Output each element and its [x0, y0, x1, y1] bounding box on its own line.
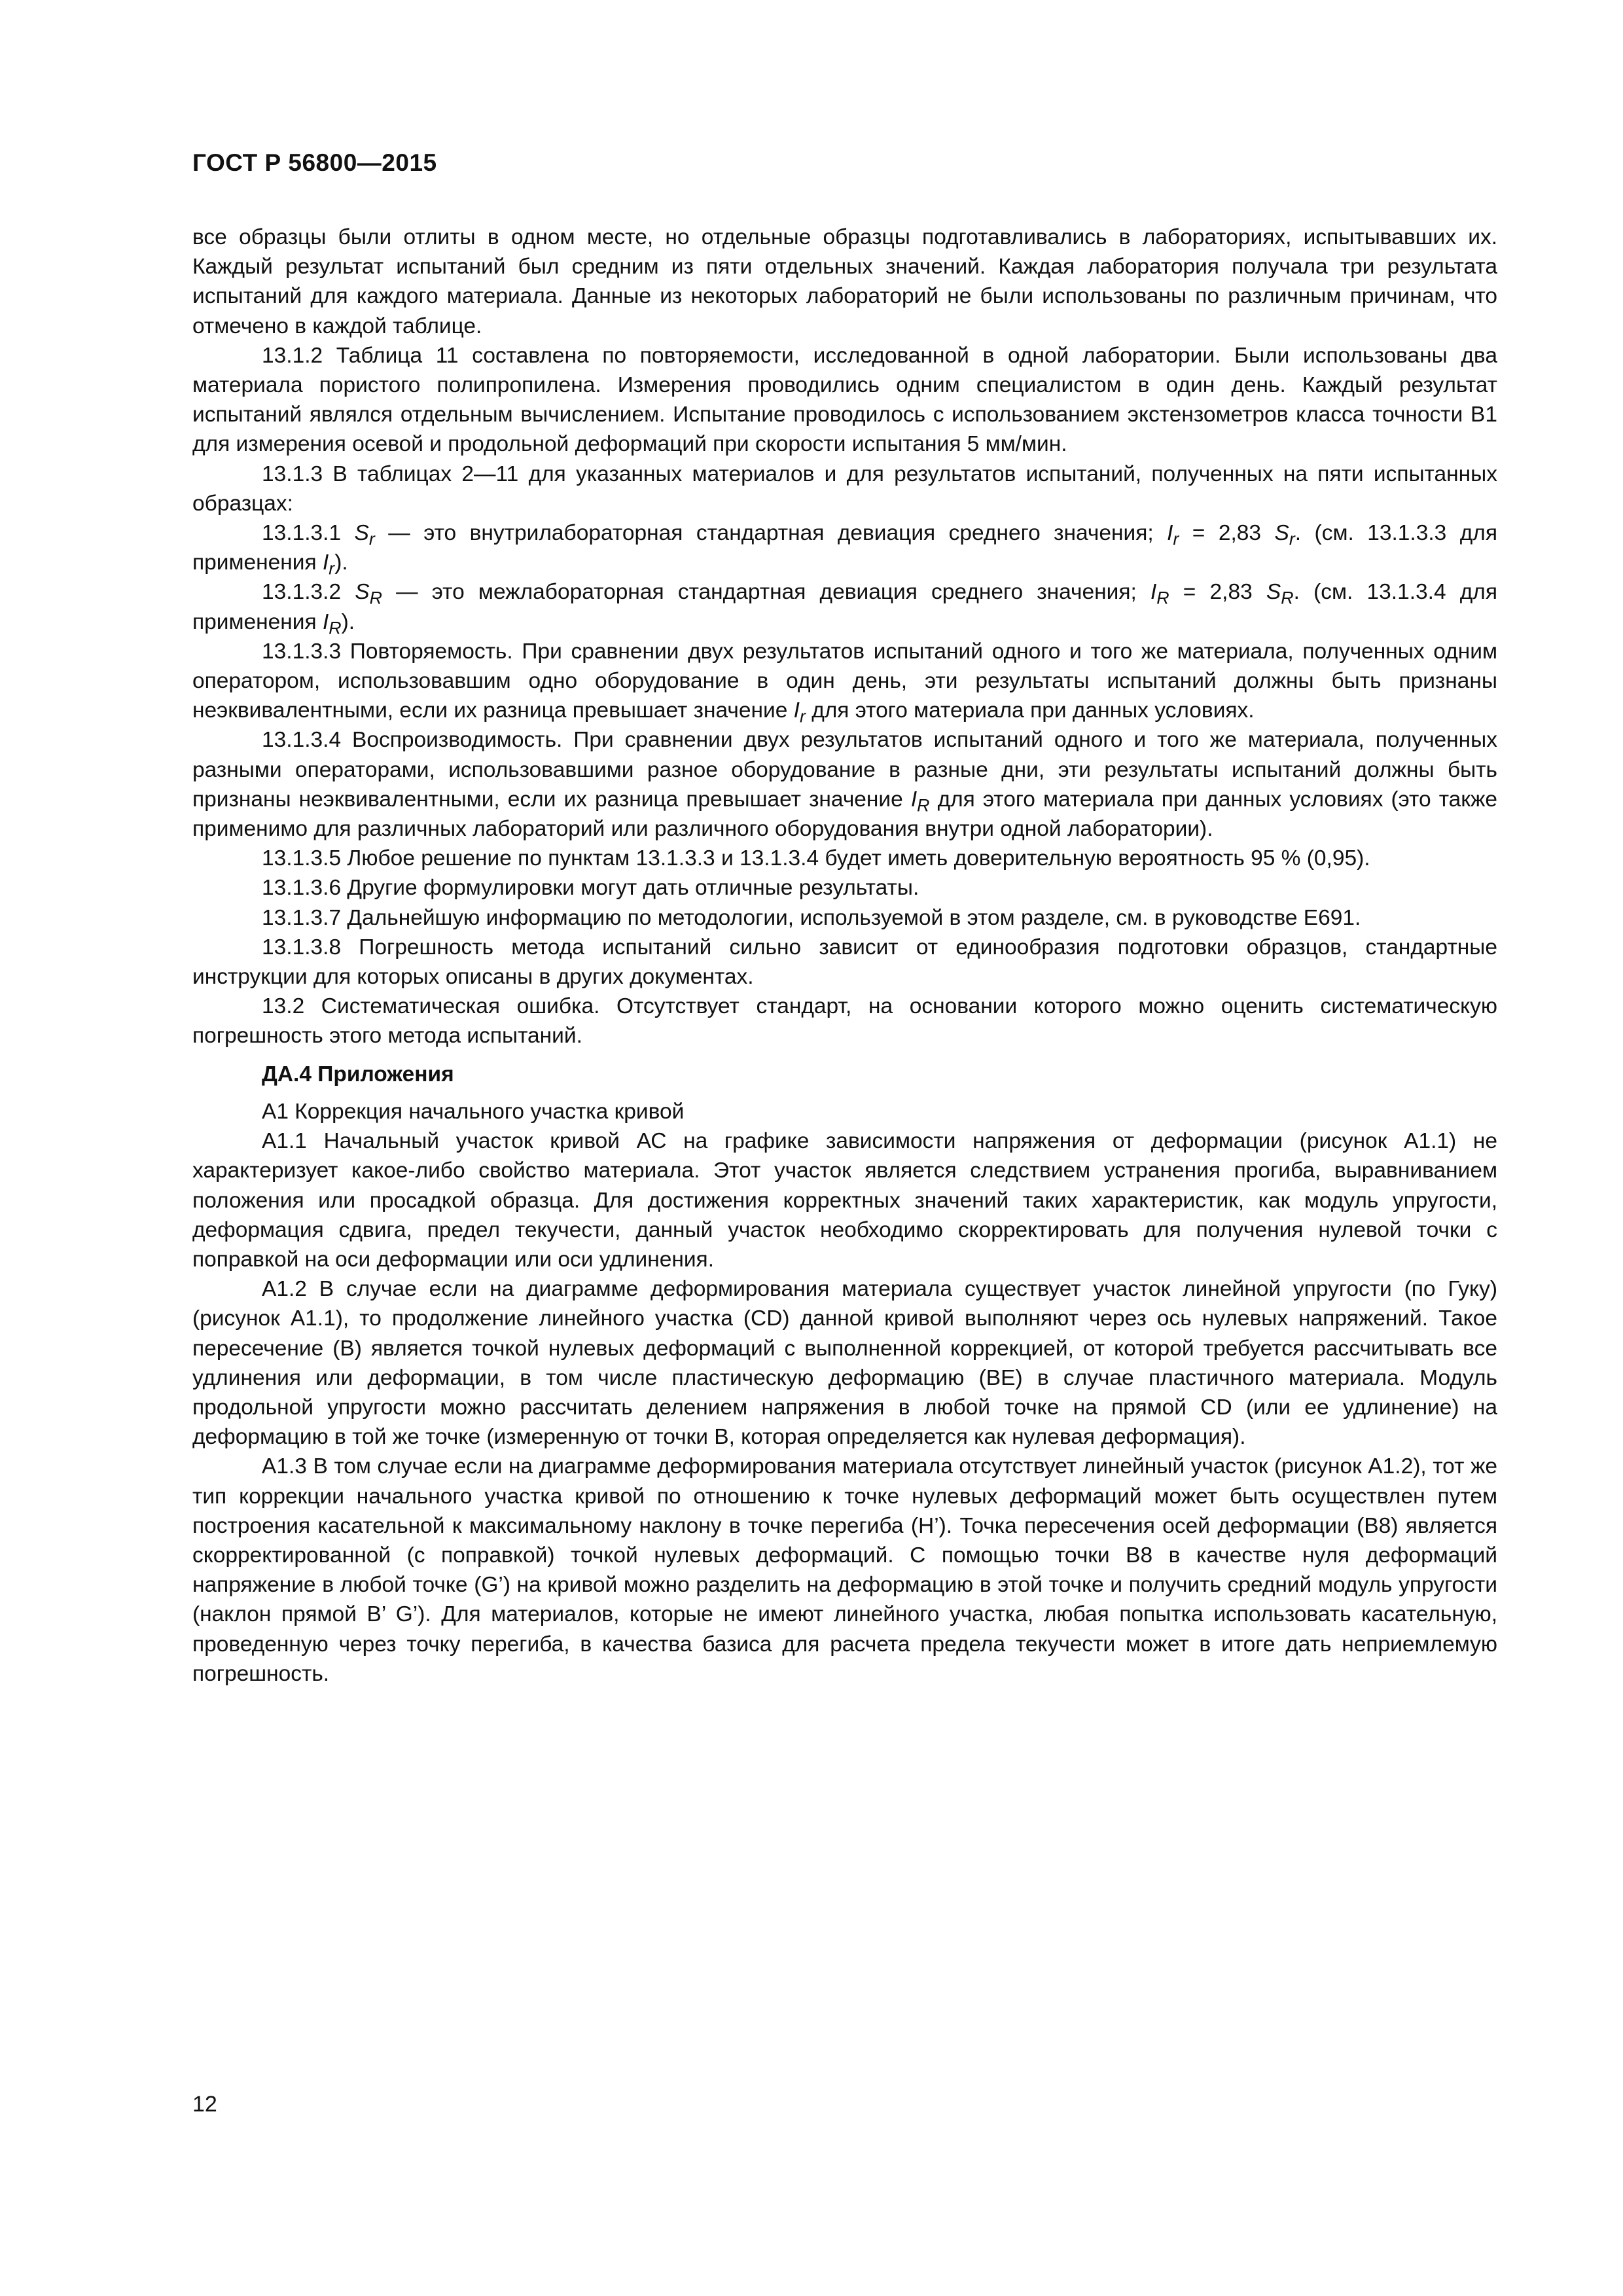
symbol-i: I — [1150, 580, 1157, 605]
symbol-i: I — [793, 698, 800, 723]
symbol-subscript: R — [1281, 588, 1294, 609]
symbol-s: S — [1266, 580, 1281, 605]
paragraph-13-1-3-3 — [192, 637, 1497, 726]
text-run: ). — [341, 609, 355, 634]
text-run: — это межлабораторная стандартная девиация среднего значения; — [382, 580, 1150, 605]
paragraph-13-2: 13.2 Систематическая ошибка. Отсутствует стандарт, на основании которого можно оценить систематическую погрешность этого метода испытаний. — [192, 994, 1497, 1049]
text-run: 13.1.3.4 Воспроизводимость. При сравнении двух результатов испытаний одного и того же материала, полученных разными операторами, использовавшими разное оборудование в разные дни, эти результаты испытаний должны быть признаны неэквивалентными, если их разница превышает значение — [192, 728, 1497, 812]
paragraph-13-1-3-1 — [192, 518, 1497, 577]
text-run: 13.1.3.2 — [262, 580, 355, 605]
symbol-subscript: r — [368, 529, 375, 549]
text-run: 13.1.3.3 Повторяемость. При сравнении двух результатов испытаний одного и того же материала, полученных одним оператором, использовавшим одно оборудование в один день, эти результаты испытаний должны быть признаны неэквивалентными, если их разница превышает значение — [192, 639, 1497, 723]
text-run: = 2,83 — [1179, 521, 1275, 546]
symbol-i: I — [322, 550, 329, 575]
symbol-s: S — [355, 580, 370, 605]
symbol-subscript: r — [799, 706, 806, 726]
text-run: 13.1.3.1 — [262, 521, 355, 546]
paragraph-continuation: все образцы были отлиты в одном месте, но отдельные образцы подготавливались в лабораториях, испытывавших их. Каждый результат испытаний был средним из пяти отдельных значений. Каждая лаборатория получала три результата испытаний для каждого материала. Данные из некоторых лабораторий не были использованы по различным причинам, что отмечено в каждой таблице. — [192, 225, 1497, 338]
symbol-i: I — [1167, 521, 1173, 546]
paragraph-a1-1: А1.1 Начальный участок кривой АС на графике зависимости напряжения от деформации (рисунок А1.1) не характеризует какое-либо свойство материала. Этот участок является следствием устранения прогиба, выравниванием положения или просадкой образца. Для достижения корректных значений таких характеристик, как модуль упругости, деформация сдвига, предел текучести, данный участок необходимо скорректировать для получения нулевой точки с поправкой на оси деформации или оси удлинения. — [192, 1129, 1497, 1272]
symbol-subscript: r — [1173, 529, 1179, 549]
page-number: 12 — [192, 2092, 217, 2117]
symbol-subscript: R — [369, 588, 382, 609]
text-run: . (см. 13.1.3.3 для применения — [192, 521, 1497, 575]
document-header: ГОСТ Р 56800—2015 — [192, 149, 437, 176]
paragraph-13-1-2: 13.1.2 Таблица 11 составлена по повторяемости, исследованной в одной лаборатории. Были использованы два материала пористого полипропилена. Измерения проводились одним специалистом в один день. Каждый результат испытаний являлся отдельным вычислением. Испытание проводилось с использованием экстензометров класса точности В1 для измерения осевой и продольной деформаций при скорости испытания 5 мм/мин. — [192, 343, 1497, 457]
paragraph-13-1-3-2 — [192, 577, 1497, 636]
document-body — [192, 223, 1497, 1689]
symbol-s: S — [354, 521, 369, 546]
paragraph-13-1-3: 13.1.3 В таблицах 2—11 для указанных материалов и для результатов испытаний, полученных на пяти испытанных образцах: — [192, 461, 1497, 516]
text-run: = 2,83 — [1169, 580, 1266, 605]
text-run: для этого материала при данных условиях (это также применимо для различных лабораторий или различного оборудования внутри одной лаборатории). — [192, 787, 1497, 842]
symbol-subscript: r — [329, 558, 335, 579]
symbol-subscript: r — [1289, 529, 1295, 549]
paragraph-13-1-3-6: 13.1.3.6 Другие формулировки могут дать отличные результаты. — [262, 876, 919, 901]
paragraph-a1-title: А1 Коррекция начального участка кривой — [262, 1099, 685, 1124]
symbol-i: I — [910, 787, 918, 812]
text-run: для этого материала при данных условиях. — [805, 698, 1255, 723]
symbol-s: S — [1274, 521, 1289, 546]
text-run: — это внутрилабораторная стандартная девиация среднего значения; — [374, 521, 1168, 546]
text-run: ). — [334, 550, 348, 575]
section-heading: ДА.4 Приложения — [262, 1062, 454, 1086]
symbol-subscript: R — [329, 618, 342, 638]
symbol-subscript: R — [1156, 588, 1169, 609]
paragraph-13-1-3-5: 13.1.3.5 Любое решение по пунктам 13.1.3.3 и 13.1.3.4 будет иметь доверительную вероятность 95 % (0,95). — [262, 846, 1370, 871]
symbol-i: I — [322, 609, 329, 634]
paragraph-a1-2: А1.2 В случае если на диаграмме деформирования материала существует участок линейной упругости (по Гуку) (рисунок А1.1), то продолжение линейного участка (CD) данной кривой выполняют через ось нулевых напряжений. Такое пересечение (В) является точкой нулевых деформаций с выполненной коррекцией, от которой требуется рассчитывать все удлинения или деформации, в том числе пластическую деформацию (BE) в случае пластичного материала. Модуль продольной упругости можно рассчитать делением напряжения в любой точке на прямой CD (или ее удлинение) на деформацию в той же точке (измеренную от точки В, которая определяется как нулевая деформация). — [192, 1277, 1497, 1450]
paragraph-13-1-3-7: 13.1.3.7 Дальнейшую информацию по методологии, используемой в этом разделе, см. в руководстве Е691. — [262, 905, 1361, 930]
symbol-subscript: R — [917, 795, 930, 816]
paragraph-13-1-3-8: 13.1.3.8 Погрешность метода испытаний сильно зависит от единообразия подготовки образцов, стандартные инструкции для которых описаны в других документах. — [192, 935, 1497, 990]
paragraph-a1-3: А1.3 В том случае если на диаграмме деформирования материала отсутствует линейный участок (рисунок А1.2), тот же тип коррекции начального участка кривой по отношению к точке нулевых деформаций может быть осуществлен путем построения касательной к максимальному наклону в точке перегиба (H’). Точка пересечения осей деформации (B8) является скорректированной (с поправкой) точкой нулевых деформаций. С помощью точки B8 в качестве нуля деформаций напряжение в любой точке (G’) на кривой можно разделить на деформацию в этой точке и получить средний модуль упругости (наклон прямой B’ G’). Для материалов, которые не имеют линейного участка, любая попытка использовать касательную, проведенную через точку перегиба, в качества базиса для расчета предела текучести может в итоге дать неприемлемую погрешность. — [192, 1454, 1497, 1686]
paragraph-13-1-3-4 — [192, 725, 1497, 844]
text-run: . (см. 13.1.3.4 для применения — [192, 580, 1497, 634]
